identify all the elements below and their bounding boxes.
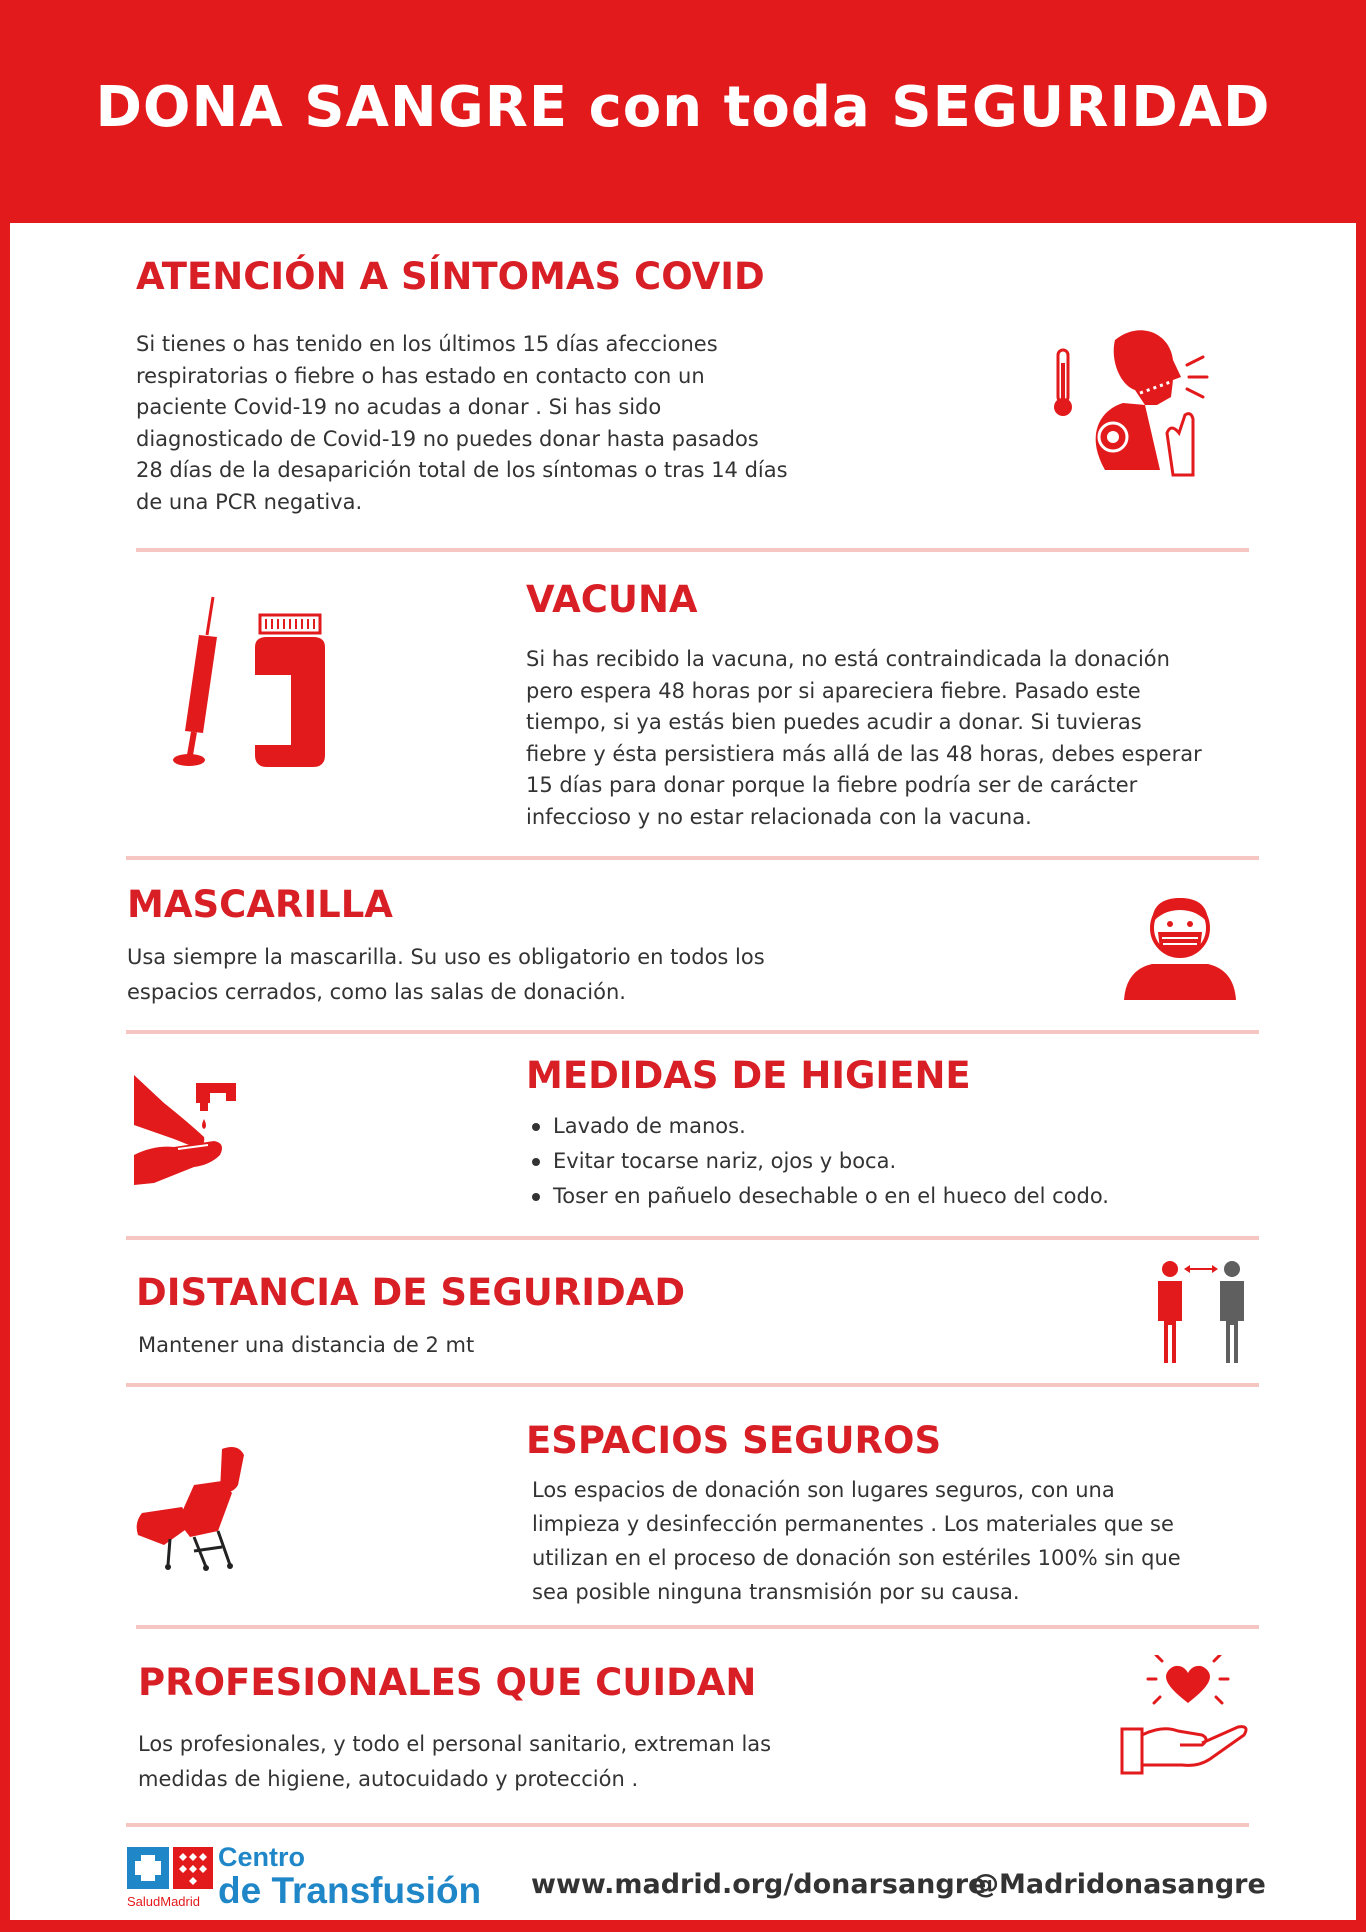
higiene-bullet: Lavado de manos. [526,1109,1109,1144]
centro-transfusion-line2: de Transfusión [218,1870,482,1911]
espacios-line: limpieza y desinfección permanentes . Los materiales que se [532,1512,1174,1536]
masked-person-icon [1122,888,1242,1003]
vacuna-line: Si has recibido la vacuna, no está contraindicada la donación [526,647,1170,671]
separator [126,856,1259,860]
profesionales-text [138,1727,938,1797]
profesionales-title: PROFESIONALES QUE CUIDAN [138,1661,757,1704]
salud-madrid-logo [127,1847,217,1909]
handwashing-icon [134,1075,254,1190]
espacios-line: Los espacios de donación son lugares seguros, con una [532,1478,1115,1502]
vacuna-text [526,644,1326,834]
separator [126,1030,1259,1034]
separator [136,1625,1259,1629]
coughing-person-icon [1045,315,1215,485]
content-card [10,223,1356,1920]
syringe-vial-icon [155,595,355,775]
distancia-title: DISTANCIA DE SEGURIDAD [136,1271,686,1314]
covid-line: paciente Covid-19 no acudas a donar . Si has sido [136,395,662,420]
espacios-title: ESPACIOS SEGUROS [526,1419,942,1462]
heart-in-hand-icon [1118,1655,1258,1780]
covid-line: 28 días de la desaparición total de los síntomas o tras 14 días [136,458,788,483]
higiene-bullet: Toser en pañuelo desechable o en el hueco del codo. [526,1179,1109,1214]
vacuna-line: pero espera 48 horas por si apareciera fiebre. Pasado este [526,678,1141,703]
website-link[interactable]: www.madrid.org/donarsangre [531,1869,987,1900]
covid-line: Si tienes o has tenido en los últimos 15 días afecciones [136,332,718,356]
social-handle[interactable]: @Madridonasangre [972,1869,1266,1900]
donation-chair-icon [134,1441,274,1571]
higiene-bullet: Evitar tocarse nariz, ojos y boca. [526,1144,1109,1179]
profesionales-line: Los profesionales, y todo el personal sanitario, extreman las [138,1732,772,1756]
higiene-title: MEDIDAS DE HIGIENE [526,1054,971,1097]
separator [126,1236,1259,1240]
vacuna-title: VACUNA [526,578,698,621]
separator [136,548,1249,552]
mascarilla-text [127,940,927,1010]
page-title: DONA SANGRE con toda SEGURIDAD [95,75,1271,140]
espacios-text [532,1473,1332,1609]
header-banner [0,0,1366,223]
covid-text [136,329,856,519]
vacuna-line: infeccioso y no estar relacionada con la vacuna. [526,804,1032,829]
social-distance-icon [1140,1259,1260,1369]
vacuna-line: tiempo, si ya estás bien puedes acudir a donar. Si tuvieras [526,710,1142,735]
vacuna-line: 15 días para donar porque la fiebre podría ser de carácter [526,773,1138,798]
profesionales-line: medidas de higiene, autocuidado y protección . [138,1767,639,1791]
salud-madrid-text: SaludMadrid [127,1894,200,1909]
espacios-line: utilizan en el proceso de donación son estériles 100% sin que [532,1546,1181,1570]
covid-title: ATENCIÓN A SÍNTOMAS COVID [136,255,765,298]
distancia-line: Mantener una distancia de 2 mt [138,1333,475,1357]
covid-line: diagnosticado de Covid-19 no puedes donar hasta pasados [136,426,759,451]
separator [126,1823,1249,1827]
distancia-text [138,1330,838,1362]
mascarilla-line: Usa siempre la mascarilla. Su uso es obligatorio en todos los [127,945,765,969]
higiene-bullets [526,1109,1109,1214]
centro-transfusion-line1: Centro [218,1842,305,1872]
vacuna-line: fiebre y ésta persistiera más allá de las 48 horas, debes esperar [526,741,1202,766]
mascarilla-title: MASCARILLA [127,883,393,926]
separator [126,1383,1259,1387]
mascarilla-line: espacios cerrados, como las salas de donación. [127,980,626,1004]
espacios-line: sea posible ninguna transmisión por su causa. [532,1580,1020,1604]
covid-line: respiratorias o fiebre o has estado en contacto con un [136,363,705,388]
covid-line: de una PCR negativa. [136,489,363,514]
